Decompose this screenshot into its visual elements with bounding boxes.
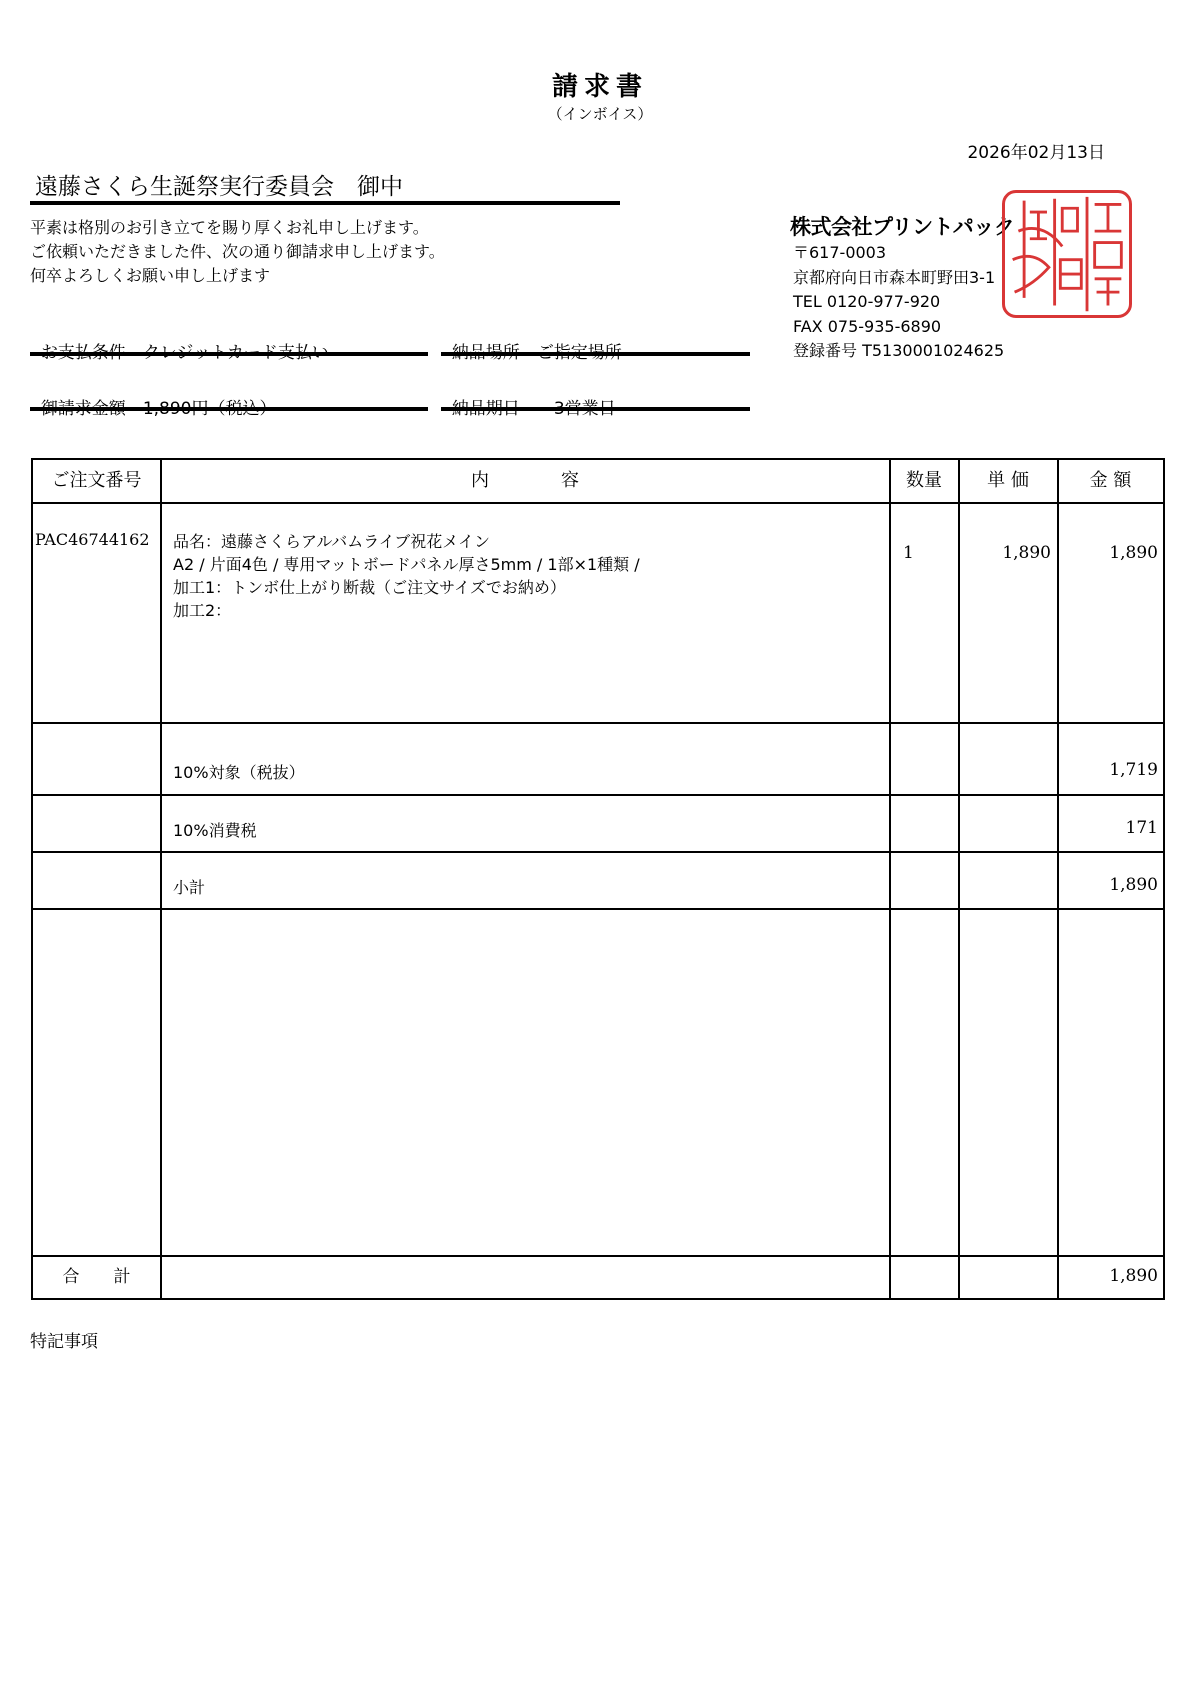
item-description-line: 品名：遠藤さくらアルバムライブ祝花メイン xyxy=(173,532,490,551)
row-divider xyxy=(33,1255,1163,1257)
invoice-table xyxy=(31,458,1165,1300)
greeting-line: ご依頼いただきました件、次の通り御請求申し上げます。 xyxy=(30,242,445,261)
row-divider xyxy=(33,502,1163,504)
issuer-address: 京都府向日市森本町野田3-1 xyxy=(793,267,996,287)
total-amount: 1,890 xyxy=(1109,1266,1158,1286)
issuer-fax: FAX 075-935-6890 xyxy=(793,316,942,336)
item-unit-price: 1,890 xyxy=(1002,543,1051,563)
item-amount: 1,890 xyxy=(1109,543,1158,563)
greeting-line: 平素は格別のお引き立てを賜り厚くお礼申し上げます。 xyxy=(30,218,429,237)
item-order-number: PAC46744162 xyxy=(35,530,150,549)
delivery-place-rule xyxy=(441,352,750,356)
header-amount: 金 額 xyxy=(1089,470,1132,491)
summary-subtotal-amount: 1,890 xyxy=(1109,875,1158,895)
header-unit-price: 単 価 xyxy=(987,470,1029,491)
row-divider xyxy=(33,722,1163,724)
document-title: 請求書 xyxy=(551,72,648,102)
summary-taxable-amount: 1,719 xyxy=(1109,760,1158,780)
summary-taxable-label: 10%対象（税抜） xyxy=(173,763,305,782)
greeting-line: 何卒よろしくお願い申し上げます xyxy=(30,266,271,285)
issuer-address-block xyxy=(793,241,1004,364)
issuer-tel: TEL 0120-977-920 xyxy=(793,292,941,311)
greeting-text xyxy=(30,216,445,288)
delivery-due xyxy=(441,374,616,419)
invoice-amount xyxy=(30,374,276,419)
client-underline xyxy=(30,201,620,205)
item-description-line: 加工2： xyxy=(173,601,232,620)
document-subtitle: （インボイス） xyxy=(547,105,653,123)
seal-graphic xyxy=(1005,193,1129,315)
column-divider xyxy=(160,460,162,1298)
item-quantity: 1 xyxy=(903,543,914,563)
payment-terms-rule xyxy=(30,352,428,356)
special-notes-label: 特記事項 xyxy=(30,1332,98,1352)
row-divider xyxy=(33,794,1163,796)
column-divider xyxy=(889,460,891,1298)
summary-tax-label: 10%消費税 xyxy=(173,821,257,840)
client-name: 遠藤さくら生誕祭実行委員会 御中 xyxy=(35,174,403,200)
issuer-company-name: 株式会社プリントパック xyxy=(790,215,1015,239)
total-label: 合 計 xyxy=(62,1267,131,1287)
header-content: 内 容 xyxy=(471,470,579,491)
header-quantity: 数量 xyxy=(906,470,942,491)
issuer-registration: 登録番号 T5130001024625 xyxy=(793,341,1005,360)
header-order-number: ご注文番号 xyxy=(51,470,142,491)
invoice-amount-rule xyxy=(30,407,428,411)
row-divider xyxy=(33,908,1163,910)
issue-date: 2026年02月13日 xyxy=(967,143,1105,163)
payment-terms xyxy=(30,318,329,363)
row-divider xyxy=(33,851,1163,853)
summary-subtotal-label: 小計 xyxy=(173,878,206,897)
item-description-line: A2 / 片面4色 / 専用マットボードパネル厚さ5mm / 1部×1種類 / xyxy=(173,555,640,574)
company-seal-stamp xyxy=(1002,190,1132,318)
column-divider xyxy=(958,460,960,1298)
summary-tax-amount: 171 xyxy=(1125,818,1158,838)
delivery-place xyxy=(441,318,622,363)
item-description xyxy=(173,530,640,622)
item-description-line: 加工1：トンボ仕上がり断裁（ご注文サイズでお納め） xyxy=(173,578,566,597)
issuer-zip: 〒617-0003 xyxy=(793,243,887,262)
delivery-due-rule xyxy=(441,407,750,411)
